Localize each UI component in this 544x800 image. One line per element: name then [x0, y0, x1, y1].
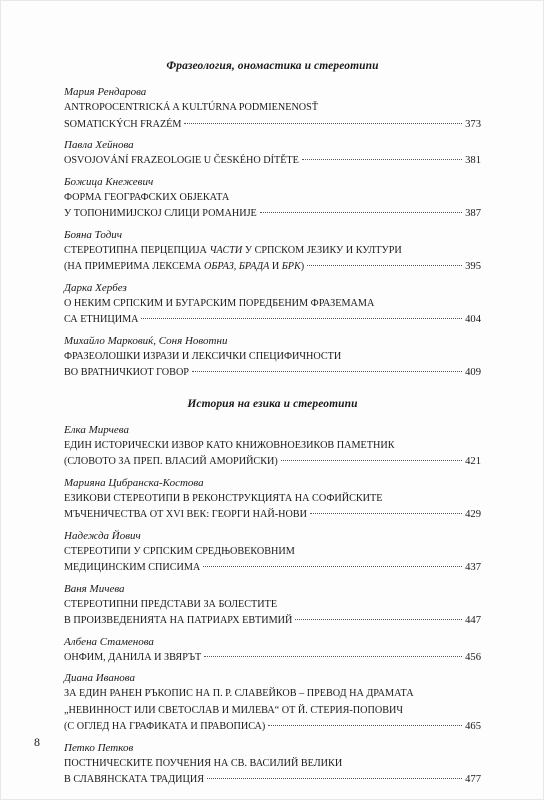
title-text: СТЕРЕОТИПНИ ПРЕДСТАВИ ЗА БОЛЕСТИТЕ: [64, 598, 278, 610]
entry-author: Петко Петков: [64, 741, 134, 754]
entry-page-number: 387: [465, 208, 481, 219]
entry-page-number: 429: [465, 509, 481, 520]
entry-author: Марияна Цибранска-Костова: [64, 476, 204, 489]
entry-page-number: 421: [465, 456, 481, 467]
title-text: (СЛОВОТО ЗА ПРЕП. ВЛАСИЙ АМОРИЙСКИ): [64, 456, 278, 467]
title-segment: ): [300, 261, 305, 272]
entry-page-number: 437: [465, 562, 481, 573]
title-text: ЗА ЕДИН РАНЕН РЪКОПИС НА П. Р. СЛАВЕЙКОВ – ПРЕВОД НА ДРАМАТА: [64, 688, 414, 699]
entry-title-line: [64, 650, 481, 667]
dot-leader: [281, 460, 462, 461]
title-text: СТЕРЕОТИПИ У СРПСКИМ СРЕДЊОВЕКОВНИМ: [64, 545, 295, 557]
entry-title-line: [64, 597, 481, 614]
entry-title-line: [64, 312, 481, 329]
title-text: ЕДИН ИСТОРИЧЕСКИ ИЗВОР КАТО КНИЖОВНОЕЗИКОВ ПАМЕТНИК: [64, 439, 395, 451]
entry-title-line: [64, 454, 481, 471]
title-text: ANTROPOCENTRICKÁ A KULTÚRNA PODMIENENOSŤ: [64, 102, 319, 113]
title-segment: У СРПСКОМ ЈЕЗИКУ И КУЛТУРИ: [242, 244, 402, 256]
entry-page-number: 465: [465, 721, 481, 732]
title-text: OSVOJOVÁNÍ FRAZEOLOGIE U ČESKÉHO DÍTĚTE: [64, 155, 299, 166]
title-text: О НЕКИМ СРПСКИМ И БУГАРСКИМ ПОРЕДБЕНИМ ФРАЗЕМАМА: [64, 297, 375, 309]
title-segment: И: [269, 261, 282, 272]
entry-author: Мария Рендарова: [64, 86, 147, 98]
title-italic-segment: ЧАСТИ: [209, 244, 243, 256]
dot-leader: [260, 212, 462, 213]
entry-title-line: [64, 190, 481, 207]
title-text: МЕДИЦИНСКИМ СПИСИМА: [64, 562, 201, 573]
toc-entry[interactable]: [64, 227, 481, 276]
entry-title-line: [64, 686, 481, 703]
toc-entry[interactable]: [64, 528, 481, 577]
entry-page-number: 381: [465, 155, 481, 166]
dot-leader: [268, 725, 462, 726]
title-text: (С ОГЛЕД НА ГРАФИКАТА И ПРАВОПИСА): [64, 721, 266, 732]
title-text: В СЛАВЯНСКАТА ТРАДИЦИЯ: [64, 774, 205, 785]
toc-entry[interactable]: [64, 740, 481, 789]
entry-author: Надежда Йович: [64, 529, 141, 542]
dot-leader: [192, 371, 462, 372]
section-title: История на езика и стереотипи: [187, 397, 358, 410]
dot-leader: [207, 778, 462, 779]
entry-page-number: 456: [465, 651, 481, 663]
title-text: СА ЕТНИЦИМА: [64, 314, 139, 325]
entry-title-line: [64, 296, 481, 313]
entry-author: Бояна Тодич: [64, 228, 123, 241]
title-italic-segment: БРК: [281, 261, 301, 272]
entry-title-line: [64, 365, 481, 382]
entry-title-line: [64, 259, 481, 276]
dot-leader: [141, 318, 462, 319]
toc-entry[interactable]: [64, 581, 481, 630]
entry-page-number: 404: [465, 314, 481, 325]
section-title: Фразеология, ономастика и стереотипи: [166, 60, 379, 72]
toc-entry[interactable]: [64, 280, 481, 329]
title-text: ФОРМА ГЕОГРАФСКИХ ОБЈЕКАТА: [64, 191, 230, 203]
title-text: „НЕВИННОСТ ИЛИ СВЕТОСЛАВ И МИЛЕВА“ ОТ Й. СТЕРИЯ-ПОПОВИЧ: [64, 704, 403, 716]
dot-leader: [295, 619, 462, 620]
entry-page-number: 447: [465, 615, 481, 626]
toc-entry[interactable]: [64, 634, 481, 667]
toc-entry[interactable]: [64, 670, 481, 736]
title-segment: (НА ПРИМЕРИМА ЛЕКСЕМА: [64, 261, 204, 272]
entry-page-number: 373: [465, 118, 481, 130]
entry-author: Диана Иванова: [64, 672, 136, 684]
entry-author: Михайло Марковиќ, Соня Новотни: [64, 334, 228, 347]
entry-page-number: 395: [465, 261, 481, 272]
toc-entry[interactable]: [64, 137, 481, 170]
entry-author: Божица Кнежевич: [64, 175, 154, 188]
entry-title-line: [64, 756, 481, 773]
entry-author: Ваня Мичева: [64, 582, 125, 595]
entry-page-number: 409: [465, 367, 481, 378]
toc-entry[interactable]: [64, 333, 481, 382]
page-number: 8: [34, 735, 40, 749]
title-text: МЪЧЕНИЧЕСТВА ОТ XVI ВЕК: ГЕОРГИ НАЙ-НОВИ: [64, 509, 307, 520]
dot-leader: [203, 566, 462, 567]
dot-leader: [184, 123, 462, 124]
title-italic-segment: ОБРАЗ, БРАДА: [203, 261, 270, 272]
entry-title-line: [64, 206, 481, 223]
title-text: ОНФИМ, ДАНИЛА И ЗВЯРЪТ: [64, 651, 202, 663]
toc-entry[interactable]: [64, 422, 481, 471]
entry-title-line: [64, 613, 481, 630]
title-text: ФРАЗЕОЛОШКИ ИЗРАЗИ И ЛЕКСИЧКИ СПЕЦИФИЧНОСТИ: [64, 350, 342, 362]
toc-entry[interactable]: [64, 475, 481, 524]
dot-leader: [307, 265, 462, 266]
entry-title-line: [64, 560, 481, 577]
table-of-contents: [64, 60, 481, 793]
entry-author: Елка Мирчева: [64, 423, 129, 436]
entry-title-line: [64, 507, 481, 524]
entry-title-line: [64, 703, 481, 720]
title-text: SOMATICKÝCH FRAZÉM: [64, 118, 182, 130]
entry-title-line: [64, 117, 481, 134]
dot-leader: [302, 159, 462, 160]
dot-leader: [310, 513, 462, 514]
title-text: В ПРОИЗВЕДЕНИЯТА НА ПАТРИАРХ ЕВТИМИЙ: [64, 615, 293, 626]
dot-leader: [204, 656, 462, 657]
entry-page-number: 477: [465, 774, 481, 785]
entry-author: Албена Стаменова: [64, 635, 154, 648]
title-text: ПОСТНИЧЕСКИТЕ ПОУЧЕНИЯ НА СВ. ВАСИЛИЙ ВЕЛИКИ: [64, 757, 343, 769]
entry-author: Павла Хейнова: [64, 139, 134, 151]
title-text: ВО ВРАТНИЧКИОТ ГОВОР: [64, 367, 189, 378]
entry-author: Дарка Хербез: [64, 281, 127, 294]
title-text: У ТОПОНИМИЈСКОЈ СЛИЦИ РОМАНИЈЕ: [64, 208, 257, 219]
entry-title-line: [64, 438, 481, 455]
title-text: ЕЗИКОВИ СТЕРЕОТИПИ В РЕКОНСТРУКЦИЯТА НА СОФИЙСКИТЕ: [64, 492, 383, 504]
entry-title-line: [64, 772, 481, 789]
entry-title-line: [64, 544, 481, 561]
entry-title-line: [64, 491, 481, 508]
toc-entry[interactable]: [64, 174, 481, 223]
entry-title-line: [64, 100, 481, 117]
entry-title-line: [64, 153, 481, 170]
title-segment: СТЕРЕОТИПНА ПЕРЦЕПЦИЈА: [64, 244, 210, 256]
entry-title-line: [64, 243, 481, 260]
entry-title-line: [64, 719, 481, 736]
toc-entry[interactable]: [64, 84, 481, 133]
entry-title-line: [64, 349, 481, 366]
